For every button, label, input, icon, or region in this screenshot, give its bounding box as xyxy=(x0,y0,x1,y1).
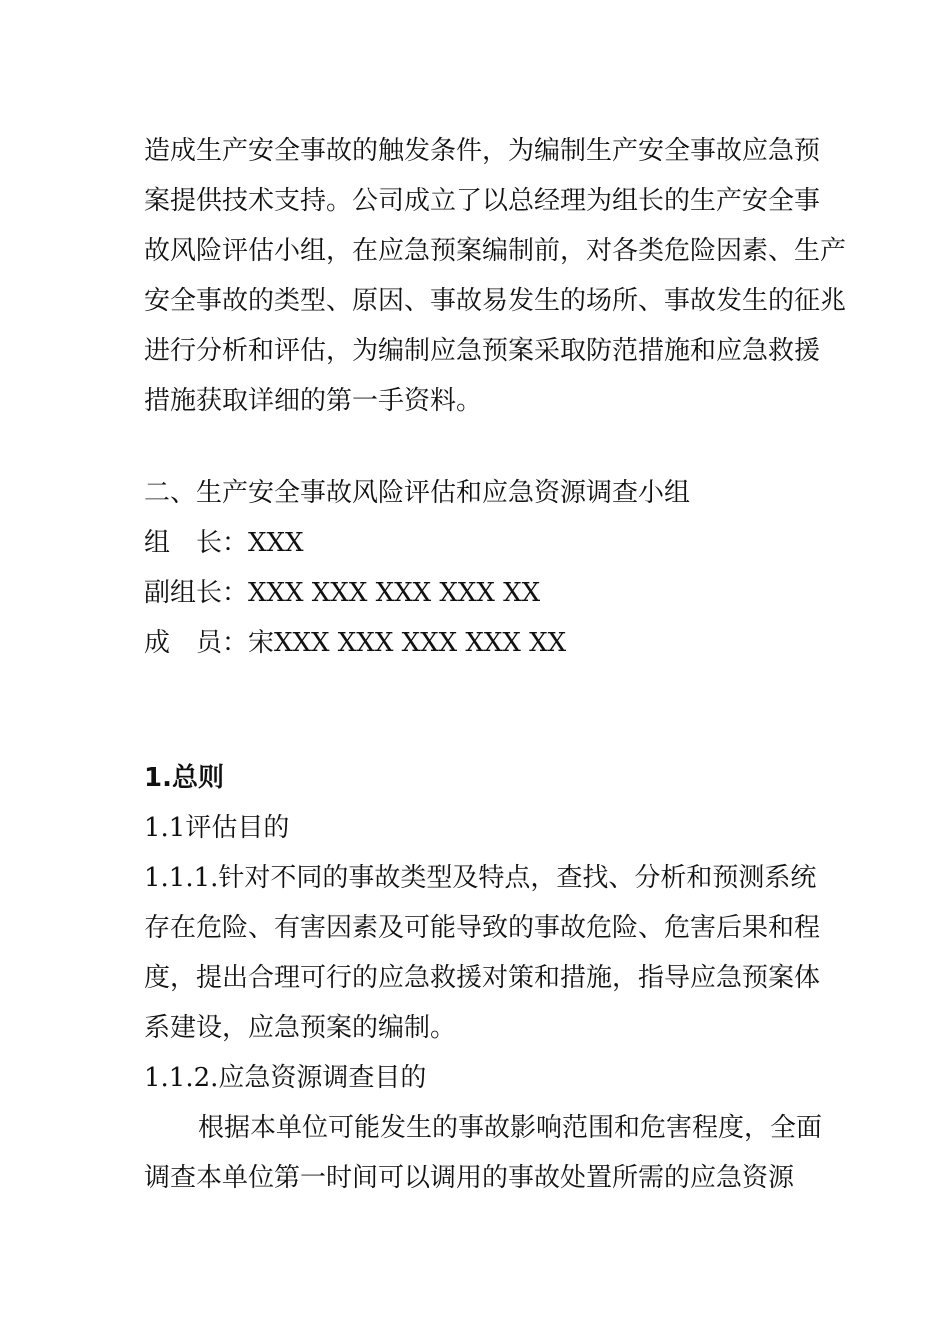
paragraph-line: 故风险评估小组，在应急预案编制前，对各类危险因素、生产 xyxy=(144,236,847,266)
paragraph-line: 1.1.1.针对不同的事故类型及特点，查找、分析和预测系统 xyxy=(144,863,817,893)
section-team xyxy=(144,468,814,668)
paragraph-line: 根据本单位可能发生的事故影响范围和危害程度，全面 xyxy=(198,1113,823,1143)
chapter-general xyxy=(144,753,823,1203)
paragraph-line: 安全事故的类型、原因、事故易发生的场所、事故发生的征兆 xyxy=(144,286,847,316)
paragraph-line: 系建设，应急预案的编制。 xyxy=(144,1013,457,1043)
paragraph-line: 案提供技术支持。公司成立了以总经理为组长的生产安全事 xyxy=(144,186,821,216)
team-deputy: 副组长：XXX XXX XXX XXX XX xyxy=(144,578,541,608)
paragraph-line: 进行分析和评估，为编制应急预案采取防范措施和应急救援 xyxy=(144,336,821,366)
spacer xyxy=(144,426,814,468)
paragraph-line: 度，提出合理可行的应急救援对策和措施，指导应急预案体 xyxy=(144,963,821,993)
spacer xyxy=(144,668,814,753)
team-members: 成 员：宋XXX XXX XXX XXX XX xyxy=(144,628,567,658)
paragraph-line: 存在危险、有害因素及可能导致的事故危险、危害后果和程 xyxy=(144,913,821,943)
subsection-heading: 1.1评估目的 xyxy=(144,813,290,843)
document-page xyxy=(144,126,847,1203)
chapter-title: 1.总则 xyxy=(144,763,224,793)
intro-paragraph xyxy=(144,126,847,426)
paragraph-line: 调查本单位第一时间可以调用的事故处置所需的应急资源 xyxy=(144,1163,795,1193)
paragraph-line: 造成生产安全事故的触发条件，为编制生产安全事故应急预 xyxy=(144,136,821,166)
paragraph-line: 措施获取详细的第一手资料。 xyxy=(144,386,483,416)
subsection-heading: 1.1.2.应急资源调查目的 xyxy=(144,1063,427,1093)
team-leader: 组 长：XXX xyxy=(144,528,304,558)
section-heading: 二、生产安全事故风险评估和应急资源调查小组 xyxy=(144,478,691,508)
